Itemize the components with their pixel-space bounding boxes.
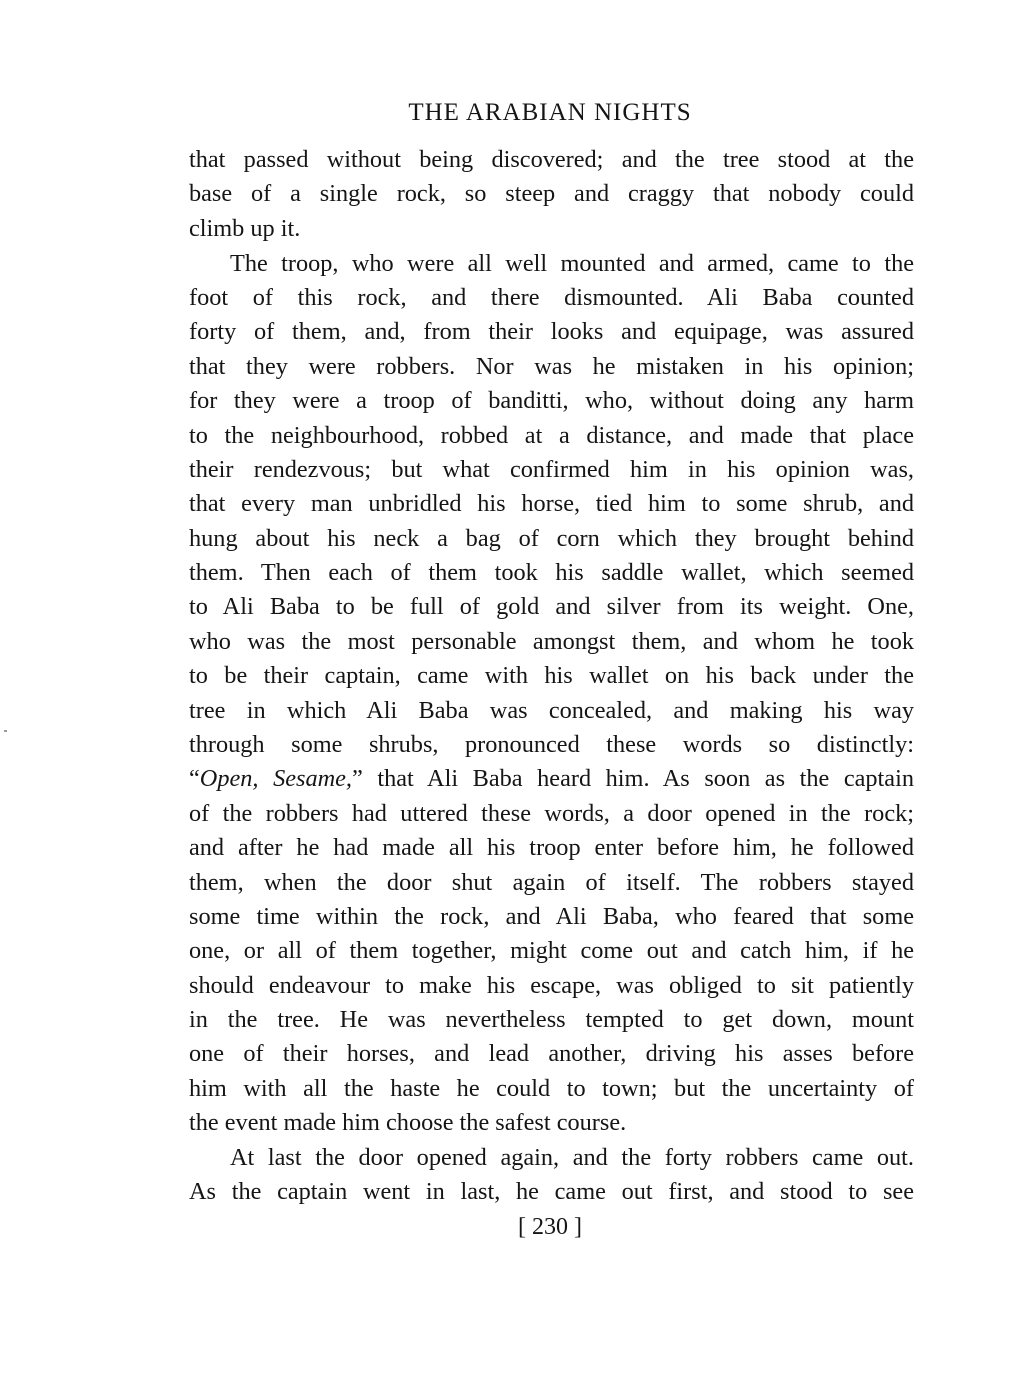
text-line: them. Then each of them took his saddle wallet, which seemed (189, 559, 914, 586)
text-line: climb up it. (189, 215, 301, 242)
text-line: tree in which Ali Baba was concealed, and making his way (189, 697, 914, 724)
text-line: to the neighbourhood, robbed at a distance, and made that place (189, 422, 914, 449)
text-line: them, when the door shut again of itself. The robbers stayed (189, 869, 914, 896)
text-line: their rendezvous; but what confirmed him in his opinion was, (189, 456, 914, 483)
text-line: hung about his neck a bag of corn which they brought behind (189, 525, 914, 552)
text-line: him with all the haste he could to town; but the uncertainty of (189, 1075, 914, 1102)
text-line: foot of this rock, and there dismounted. Ali Baba counted (189, 284, 914, 311)
page-number: [ 230 ] (518, 1214, 582, 1240)
text-line: that every man unbridled his horse, tied him to some shrub, and (189, 490, 914, 517)
text-line: that they were robbers. Nor was he mistaken in his opinion; (189, 353, 914, 380)
running-title: THE ARABIAN NIGHTS (408, 99, 692, 126)
text-line: base of a single rock, so steep and craggy that nobody could (189, 180, 914, 207)
open-sesame-line (189, 762, 914, 796)
text-line: one of their horses, and lead another, driving his asses before (189, 1040, 914, 1067)
text-line: who was the most personable amongst them, and whom he took (189, 628, 914, 655)
paragraph-first-line: At last the door opened again, and the forty robbers came out. (230, 1144, 914, 1171)
text-line: to Ali Baba to be full of gold and silver from its weight. One, (189, 593, 914, 620)
open-sesame-italic: Open, Sesame, (199, 765, 353, 792)
text-line: in the tree. He was nevertheless tempted to get down, mount (189, 1006, 914, 1033)
text-line: one, or all of them together, might come out and catch him, if he (189, 937, 914, 964)
scan-speck (4, 730, 7, 732)
text-line: As the captain went in last, he came out first, and stood to see (189, 1178, 914, 1205)
text-line: for they were a troop of banditti, who, without doing any harm (189, 387, 914, 414)
text-line: of the robbers had uttered these words, a door opened in the rock; (189, 800, 914, 827)
open-quote: “ (189, 765, 200, 792)
text-line: that passed without being discovered; and the tree stood at the (189, 146, 914, 173)
close-quote: ” (352, 765, 363, 792)
paragraph-first-line: The troop, who were all well mounted and armed, came to the (230, 250, 914, 277)
text-line: and after he had made all his troop enter before him, he followed (189, 834, 914, 861)
text-line: to be their captain, came with his wallet on his back under the (189, 662, 914, 689)
text-line: forty of them, and, from their looks and equipage, was assured (189, 318, 914, 345)
text-line: the event made him choose the safest course. (189, 1109, 627, 1136)
text-line: through some shrubs, pronounced these words so distinctly: (189, 731, 914, 758)
open-sesame-rest: that Ali Baba heard him. As soon as the captain (362, 765, 914, 792)
text-line: should endeavour to make his escape, was obliged to sit patiently (189, 972, 914, 999)
text-line: some time within the rock, and Ali Baba, who feared that some (189, 903, 914, 930)
